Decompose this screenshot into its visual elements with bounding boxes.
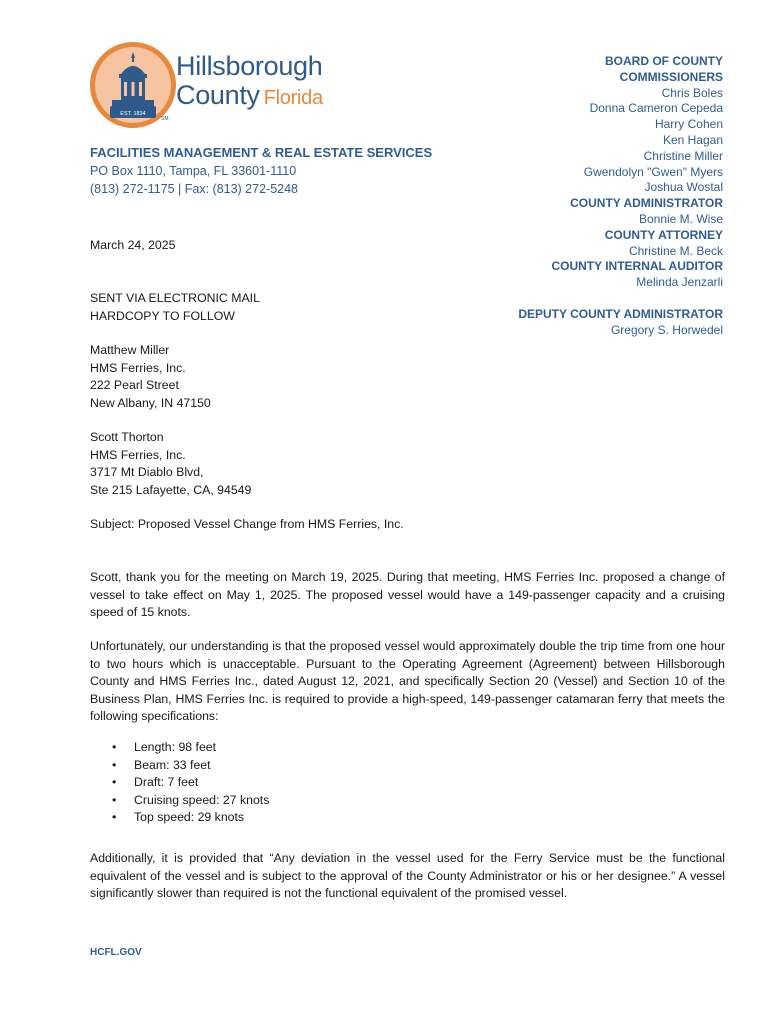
list-item: • Top speed: 29 knots — [90, 809, 690, 827]
brand-florida: Florida — [263, 87, 323, 109]
list-item: • Cruising speed: 27 knots — [90, 792, 690, 810]
letter-subject: Subject: Proposed Vessel Change from HMS Ferries, Inc. — [90, 517, 404, 531]
address-line: Matthew Miller — [90, 343, 170, 357]
board-member-name: Chris Boles — [661, 85, 723, 100]
recipient-address-1 — [90, 342, 211, 412]
department-phone: (813) 272-1175 | Fax: (813) 272-5248 — [90, 182, 299, 196]
recipient-address-2 — [90, 429, 251, 499]
delivery-line: HARDCOPY TO FOLLOW — [90, 308, 235, 323]
board-spacer — [403, 291, 723, 307]
board-heading: COMMISSIONERS — [619, 69, 723, 84]
delivery-line: SENT VIA ELECTRONIC MAIL — [90, 291, 260, 305]
delivery-method — [90, 290, 260, 325]
list-item: • Length: 98 feet — [90, 739, 690, 757]
brand-hillsborough: Hillsborough — [176, 51, 323, 81]
address-line: Scott Thorton — [90, 430, 164, 444]
board-heading: BOARD OF COUNTY — [605, 54, 723, 68]
address-line: Ste 215 Lafayette, CA, 94549 — [90, 482, 252, 497]
board-member-name: Harry Cohen — [654, 117, 723, 132]
list-item: • Draft: 7 feet — [90, 774, 690, 792]
board-member-name: Joshua Wostal — [644, 180, 723, 195]
address-line: 222 Pearl Street — [90, 378, 179, 392]
board-member-name: Ken Hagan — [662, 132, 723, 147]
address-line: New Albany, IN 47150 — [90, 395, 211, 410]
seal-est-text: EST. 1834 — [120, 111, 146, 117]
address-line: 3717 Mt Diablo Blvd, — [90, 465, 204, 479]
board-member-name: Christine M. Beck — [628, 243, 723, 258]
board-heading: COUNTY INTERNAL AUDITOR — [551, 259, 723, 274]
board-roster — [403, 54, 723, 339]
letter-date: March 24, 2025 — [90, 238, 176, 252]
list-item: • Beam: 33 feet — [90, 757, 690, 775]
paragraph-agreement: Unfortunately, our understanding is that the proposed vessel would approximately double the trip time from one hour to two hours which is unacceptable. Pursuant to the Operating Agreement (Agreement) between Hillsborough County and HMS Ferries Inc., dated August 12, 2021, and specifically Section 20 (Vessel) and Section 10 of the Business Plan, HMS Ferries Inc. is required to provide a high-speed, 149-passenger catamaran ferry that meets the following specifications: — [90, 639, 725, 723]
board-member-name: Melinda Jenzarli — [636, 275, 723, 290]
board-member-name: Gregory S. Horwedel — [610, 322, 723, 337]
vessel-spec-list — [90, 739, 690, 827]
brand-county-florida — [176, 80, 323, 113]
footer-website[interactable]: HCFL.GOV — [90, 947, 142, 958]
paragraph-deviation: Additionally, it is provided that “Any deviation in the vessel used for the Ferry Service must be the functional equivalent of the vessel and is subject to the approval of the County Administrator or his or her designee.” A vessel significantly slower than required is not the functional equivalent of the promised vessel. — [90, 851, 725, 900]
board-heading: COUNTY ATTORNEY — [604, 227, 723, 242]
board-member-name: Donna Cameron Cepeda — [589, 101, 723, 116]
trademark-mark: SM — [161, 116, 169, 122]
brand-county: County — [176, 80, 260, 110]
address-line: HMS Ferries, Inc. — [90, 360, 186, 375]
board-member-name: Bonnie M. Wise — [638, 211, 723, 226]
paragraph-meeting: Scott, thank you for the meeting on March 19, 2025. During that meeting, HMS Ferries Inc. proposed a change of vessel to take effect on May 1, 2025. The proposed vessel would have a 149-passenger capacity and a cruising speed of 15 knots. — [90, 570, 725, 619]
board-member-name: Gwendolyn "Gwen" Myers — [583, 164, 723, 179]
department-name: FACILITIES MANAGEMENT & REAL ESTATE SERVICES — [90, 145, 433, 160]
board-heading: COUNTY ADMINISTRATOR — [570, 196, 723, 211]
address-line: HMS Ferries, Inc. — [90, 447, 186, 462]
department-address: PO Box 1110, Tampa, FL 33601-1110 — [90, 164, 297, 178]
board-heading: DEPUTY COUNTY ADMINISTRATOR — [518, 306, 723, 321]
board-member-name: Christine Miller — [643, 148, 723, 163]
